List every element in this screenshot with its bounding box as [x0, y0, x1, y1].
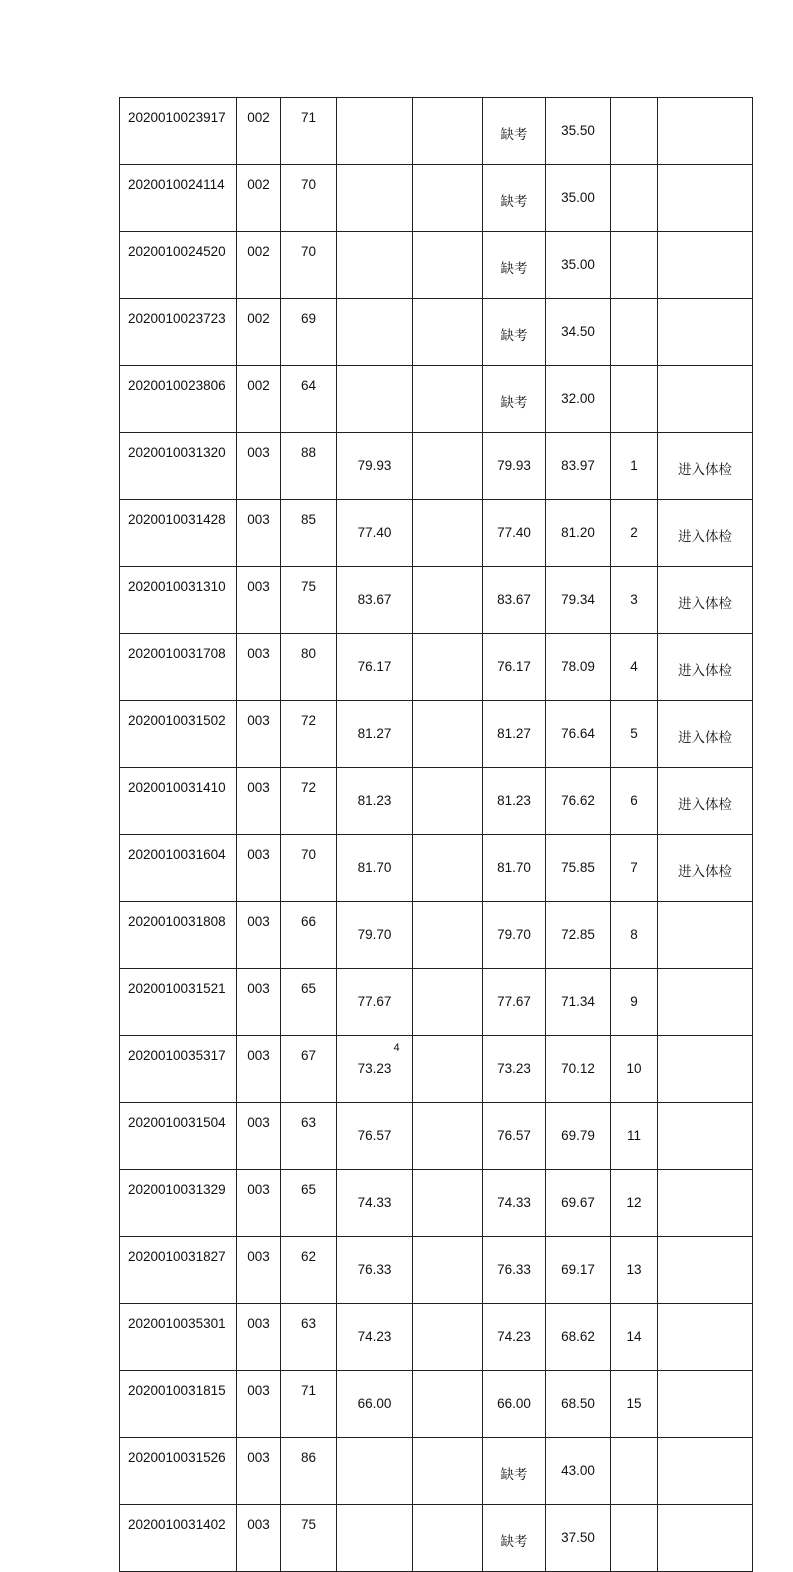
final-interview-cell: 73.23	[483, 1036, 546, 1103]
position-code-cell: 003	[237, 835, 281, 902]
table-row	[120, 835, 753, 902]
final-interview-cell: 77.67	[483, 969, 546, 1036]
written-score-cell: 88	[281, 433, 337, 500]
written-score-cell: 63	[281, 1103, 337, 1170]
position-code-cell: 002	[237, 165, 281, 232]
final-interview-cell: 81.70	[483, 835, 546, 902]
candidate-id-cell: 2020010035317	[120, 1036, 237, 1103]
table-row	[120, 634, 753, 701]
candidate-id-cell: 2020010031428	[120, 500, 237, 567]
remark-cell	[658, 902, 753, 969]
position-code-cell: 003	[237, 1505, 281, 1572]
final-interview-cell: 缺考	[483, 366, 546, 433]
candidate-id-cell: 2020010031502	[120, 701, 237, 768]
remark-cell	[658, 98, 753, 165]
total-score-cell: 76.62	[546, 768, 611, 835]
rank-cell	[611, 98, 658, 165]
rank-cell: 14	[611, 1304, 658, 1371]
candidate-id-cell: 2020010031521	[120, 969, 237, 1036]
candidate-id-cell: 2020010031708	[120, 634, 237, 701]
table-row	[120, 1505, 753, 1572]
remark-cell: 进入体检	[658, 433, 753, 500]
table-row	[120, 902, 753, 969]
final-interview-cell: 缺考	[483, 299, 546, 366]
remark-cell: 进入体检	[658, 701, 753, 768]
interview-score-cell	[337, 1438, 413, 1505]
extra-score-cell	[413, 835, 483, 902]
total-score-cell: 34.50	[546, 299, 611, 366]
extra-score-cell	[413, 1304, 483, 1371]
final-interview-cell: 74.23	[483, 1304, 546, 1371]
interview-score-cell: 79.93	[337, 433, 413, 500]
final-interview-cell: 79.70	[483, 902, 546, 969]
total-score-cell: 69.67	[546, 1170, 611, 1237]
extra-score-cell	[413, 433, 483, 500]
total-score-cell: 75.85	[546, 835, 611, 902]
remark-cell: 进入体检	[658, 567, 753, 634]
total-score-cell: 72.85	[546, 902, 611, 969]
candidate-id-cell: 2020010031310	[120, 567, 237, 634]
candidate-id-cell: 2020010031410	[120, 768, 237, 835]
extra-score-cell	[413, 232, 483, 299]
extra-score-cell	[413, 1170, 483, 1237]
interview-score-cell: 77.40	[337, 500, 413, 567]
rank-cell: 2	[611, 500, 658, 567]
rank-cell: 8	[611, 902, 658, 969]
interview-score-cell	[337, 366, 413, 433]
extra-score-cell	[413, 567, 483, 634]
position-code-cell: 003	[237, 1103, 281, 1170]
candidate-id-cell: 2020010023917	[120, 98, 237, 165]
rank-cell: 6	[611, 768, 658, 835]
remark-cell: 进入体检	[658, 500, 753, 567]
table-row	[120, 500, 753, 567]
position-code-cell: 003	[237, 1036, 281, 1103]
interview-score-cell	[337, 1505, 413, 1572]
written-score-cell: 62	[281, 1237, 337, 1304]
total-score-cell: 71.34	[546, 969, 611, 1036]
total-score-cell: 78.09	[546, 634, 611, 701]
rank-cell: 4	[611, 634, 658, 701]
rank-cell	[611, 1505, 658, 1572]
written-score-cell: 66	[281, 902, 337, 969]
candidate-id-cell: 2020010031604	[120, 835, 237, 902]
interview-score-cell: 79.70	[337, 902, 413, 969]
final-interview-cell: 缺考	[483, 232, 546, 299]
total-score-cell: 37.50	[546, 1505, 611, 1572]
total-score-cell: 35.00	[546, 232, 611, 299]
extra-score-cell	[413, 1103, 483, 1170]
total-score-cell: 43.00	[546, 1438, 611, 1505]
extra-score-cell	[413, 969, 483, 1036]
remark-cell: 进入体检	[658, 835, 753, 902]
candidate-id-cell: 2020010031329	[120, 1170, 237, 1237]
table-row	[120, 969, 753, 1036]
interview-score-cell: 74.23	[337, 1304, 413, 1371]
rank-cell: 1	[611, 433, 658, 500]
interview-score-cell: 77.67	[337, 969, 413, 1036]
written-score-cell: 64	[281, 366, 337, 433]
written-score-cell: 63	[281, 1304, 337, 1371]
rank-cell: 9	[611, 969, 658, 1036]
interview-score-cell	[337, 232, 413, 299]
position-code-cell: 003	[237, 1304, 281, 1371]
final-interview-cell: 79.93	[483, 433, 546, 500]
rank-cell: 12	[611, 1170, 658, 1237]
extra-score-cell	[413, 902, 483, 969]
final-interview-cell: 74.33	[483, 1170, 546, 1237]
interview-score-cell: 73.23	[337, 1036, 413, 1103]
candidate-id-cell: 2020010035301	[120, 1304, 237, 1371]
candidate-id-cell: 2020010023806	[120, 366, 237, 433]
total-score-cell: 68.62	[546, 1304, 611, 1371]
extra-score-cell	[413, 634, 483, 701]
written-score-cell: 85	[281, 500, 337, 567]
remark-cell	[658, 1371, 753, 1438]
interview-score-cell: 81.27	[337, 701, 413, 768]
candidate-id-cell: 2020010023723	[120, 299, 237, 366]
table-row	[120, 701, 753, 768]
total-score-cell: 35.50	[546, 98, 611, 165]
candidate-id-cell: 2020010031808	[120, 902, 237, 969]
table-row	[120, 1371, 753, 1438]
written-score-cell: 71	[281, 1371, 337, 1438]
position-code-cell: 002	[237, 232, 281, 299]
written-score-cell: 86	[281, 1438, 337, 1505]
rank-cell	[611, 366, 658, 433]
written-score-cell: 70	[281, 165, 337, 232]
candidate-id-cell: 2020010024520	[120, 232, 237, 299]
written-score-cell: 72	[281, 768, 337, 835]
written-score-cell: 70	[281, 835, 337, 902]
position-code-cell: 003	[237, 433, 281, 500]
table-row	[120, 366, 753, 433]
final-interview-cell: 81.27	[483, 701, 546, 768]
total-score-cell: 35.00	[546, 165, 611, 232]
extra-score-cell	[413, 1237, 483, 1304]
score-rows	[120, 98, 753, 1572]
candidate-id-cell: 2020010031402	[120, 1505, 237, 1572]
final-interview-cell: 缺考	[483, 98, 546, 165]
extra-score-cell	[413, 98, 483, 165]
remark-cell	[658, 232, 753, 299]
rank-cell	[611, 165, 658, 232]
remark-cell	[658, 1170, 753, 1237]
remark-cell	[658, 1237, 753, 1304]
extra-score-cell	[413, 1371, 483, 1438]
position-code-cell: 003	[237, 1438, 281, 1505]
table-row	[120, 1103, 753, 1170]
rank-cell: 5	[611, 701, 658, 768]
remark-cell	[658, 1103, 753, 1170]
final-interview-cell: 81.23	[483, 768, 546, 835]
final-interview-cell: 77.40	[483, 500, 546, 567]
final-interview-cell: 缺考	[483, 1438, 546, 1505]
position-code-cell: 002	[237, 366, 281, 433]
extra-score-cell	[413, 366, 483, 433]
rank-cell	[611, 299, 658, 366]
interview-score-cell: 83.67	[337, 567, 413, 634]
written-score-cell: 65	[281, 969, 337, 1036]
rank-cell	[611, 1438, 658, 1505]
final-interview-cell: 76.57	[483, 1103, 546, 1170]
written-score-cell: 65	[281, 1170, 337, 1237]
rank-cell	[611, 232, 658, 299]
rank-cell: 15	[611, 1371, 658, 1438]
final-interview-cell: 缺考	[483, 165, 546, 232]
position-code-cell: 003	[237, 768, 281, 835]
written-score-cell: 75	[281, 567, 337, 634]
position-code-cell: 003	[237, 634, 281, 701]
final-interview-cell: 83.67	[483, 567, 546, 634]
position-code-cell: 002	[237, 299, 281, 366]
interview-score-cell: 76.57	[337, 1103, 413, 1170]
position-code-cell: 003	[237, 1371, 281, 1438]
table-row	[120, 98, 753, 165]
remark-cell	[658, 1438, 753, 1505]
total-score-cell: 69.79	[546, 1103, 611, 1170]
total-score-cell: 68.50	[546, 1371, 611, 1438]
position-code-cell: 003	[237, 701, 281, 768]
final-interview-cell: 66.00	[483, 1371, 546, 1438]
total-score-cell: 70.12	[546, 1036, 611, 1103]
extra-score-cell	[413, 701, 483, 768]
written-score-cell: 75	[281, 1505, 337, 1572]
remark-cell: 进入体检	[658, 768, 753, 835]
position-code-cell: 003	[237, 1237, 281, 1304]
candidate-id-cell: 2020010031815	[120, 1371, 237, 1438]
score-table	[119, 97, 753, 1572]
written-score-cell: 80	[281, 634, 337, 701]
rank-cell: 7	[611, 835, 658, 902]
interview-score-cell: 76.33	[337, 1237, 413, 1304]
written-score-cell: 72	[281, 701, 337, 768]
remark-cell	[658, 366, 753, 433]
total-score-cell: 81.20	[546, 500, 611, 567]
position-code-cell: 003	[237, 902, 281, 969]
rank-cell: 13	[611, 1237, 658, 1304]
candidate-id-cell: 2020010031320	[120, 433, 237, 500]
interview-score-cell: 81.70	[337, 835, 413, 902]
position-code-cell: 003	[237, 500, 281, 567]
table-row	[120, 299, 753, 366]
table-row	[120, 433, 753, 500]
table-row	[120, 1170, 753, 1237]
interview-score-cell	[337, 98, 413, 165]
written-score-cell: 67	[281, 1036, 337, 1103]
written-score-cell: 70	[281, 232, 337, 299]
extra-score-cell	[413, 1505, 483, 1572]
remark-cell	[658, 299, 753, 366]
extra-score-cell	[413, 299, 483, 366]
total-score-cell: 83.97	[546, 433, 611, 500]
remark-cell	[658, 1505, 753, 1572]
final-interview-cell: 76.33	[483, 1237, 546, 1304]
interview-score-cell: 74.33	[337, 1170, 413, 1237]
total-score-cell: 32.00	[546, 366, 611, 433]
interview-score-cell: 76.17	[337, 634, 413, 701]
table-row	[120, 1304, 753, 1371]
position-code-cell: 003	[237, 1170, 281, 1237]
page-number: 4	[393, 1042, 400, 1054]
candidate-id-cell: 2020010024114	[120, 165, 237, 232]
interview-score-cell: 81.23	[337, 768, 413, 835]
position-code-cell: 003	[237, 567, 281, 634]
written-score-cell: 69	[281, 299, 337, 366]
interview-score-cell: 66.00	[337, 1371, 413, 1438]
position-code-cell: 003	[237, 969, 281, 1036]
remark-cell	[658, 1304, 753, 1371]
extra-score-cell	[413, 500, 483, 567]
candidate-id-cell: 2020010031526	[120, 1438, 237, 1505]
position-code-cell: 002	[237, 98, 281, 165]
final-interview-cell: 76.17	[483, 634, 546, 701]
rank-cell: 3	[611, 567, 658, 634]
total-score-cell: 69.17	[546, 1237, 611, 1304]
table-row	[120, 232, 753, 299]
candidate-id-cell: 2020010031504	[120, 1103, 237, 1170]
table-row	[120, 1237, 753, 1304]
remark-cell	[658, 165, 753, 232]
remark-cell	[658, 969, 753, 1036]
table-row	[120, 567, 753, 634]
rank-cell: 11	[611, 1103, 658, 1170]
rank-cell: 10	[611, 1036, 658, 1103]
candidate-id-cell: 2020010031827	[120, 1237, 237, 1304]
extra-score-cell	[413, 768, 483, 835]
table-row	[120, 1438, 753, 1505]
interview-score-cell	[337, 165, 413, 232]
remark-cell: 进入体检	[658, 634, 753, 701]
written-score-cell: 71	[281, 98, 337, 165]
extra-score-cell	[413, 165, 483, 232]
total-score-cell: 79.34	[546, 567, 611, 634]
interview-score-cell	[337, 299, 413, 366]
final-interview-cell: 缺考	[483, 1505, 546, 1572]
table-row	[120, 768, 753, 835]
table-row	[120, 165, 753, 232]
extra-score-cell	[413, 1438, 483, 1505]
total-score-cell: 76.64	[546, 701, 611, 768]
